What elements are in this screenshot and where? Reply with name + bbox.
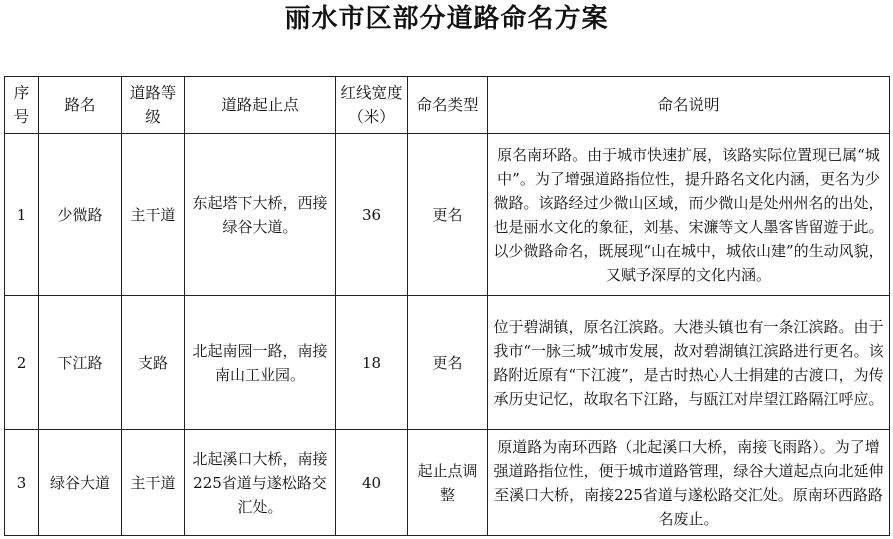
cell-note: 原名南环路。由于城市快速扩展，该路实际位置现已属“城中”。为了增强道路指位性，提升路名文化内涵，更名为少微路。该路经过少微山区域，而少微山是处州州名的出处，也是丽水文化的象征，刘基、宋濂等文人墨客皆留遊于此。以少微路命名，既展现“山在城中，城依山建”的生动风貌，又赋予深厚的文化内涵。: [488, 134, 890, 296]
cell-name: 绿谷大道: [39, 430, 122, 536]
header-range: 道路起止点: [185, 77, 336, 134]
cell-grade: 主干道: [122, 430, 185, 536]
cell-range: 北起南园一路，南接南山工业园。: [185, 296, 336, 430]
cell-name: 少微路: [39, 134, 122, 296]
header-width: 红线宽度（米）: [336, 77, 408, 134]
table-header-row: [5, 77, 890, 134]
road-naming-table: [4, 76, 890, 536]
cell-type: 起止点调整: [408, 430, 488, 536]
header-type: 命名类型: [408, 77, 488, 134]
cell-grade: 主干道: [122, 134, 185, 296]
header-grade: 道路等级: [122, 77, 185, 134]
cell-note: 原道路为南环西路（北起溪口大桥，南接飞雨路）。为了增强道路指位性，便于城市道路管理，绿谷大道起点向北延伸至溪口大桥，南接225省道与遂松路交汇处。原南环西路路名废止。: [488, 430, 890, 536]
cell-width: 18: [336, 296, 408, 430]
cell-index: 1: [5, 134, 39, 296]
header-index: 序号: [5, 77, 39, 134]
cell-grade: 支路: [122, 296, 185, 430]
cell-range: 东起塔下大桥，西接绿谷大道。: [185, 134, 336, 296]
header-note: 命名说明: [488, 77, 890, 134]
cell-width: 36: [336, 134, 408, 296]
cell-type: 更名: [408, 296, 488, 430]
cell-note: 位于碧湖镇，原名江滨路。大港头镇也有一条江滨路。由于我市“一脉三城”城市发展，故对碧湖镇江滨路进行更名。该路附近原有“下江渡”，是古时热心人士捐建的古渡口，为传承历史记忆，故取名下江路，与瓯江对岸望江路隔江呼应。: [488, 296, 890, 430]
document-title: 丽水市区部分道路命名方案: [284, 4, 609, 34]
header-name: 路名: [39, 77, 122, 134]
cell-index: 2: [5, 296, 39, 430]
table-row: [5, 296, 890, 430]
cell-range: 北起溪口大桥，南接225省道与遂松路交汇处。: [185, 430, 336, 536]
cell-type: 更名: [408, 134, 488, 296]
cell-width: 40: [336, 430, 408, 536]
table-row: [5, 134, 890, 296]
cell-name: 下江路: [39, 296, 122, 430]
cell-index: 3: [5, 430, 39, 536]
table-row: [5, 430, 890, 536]
